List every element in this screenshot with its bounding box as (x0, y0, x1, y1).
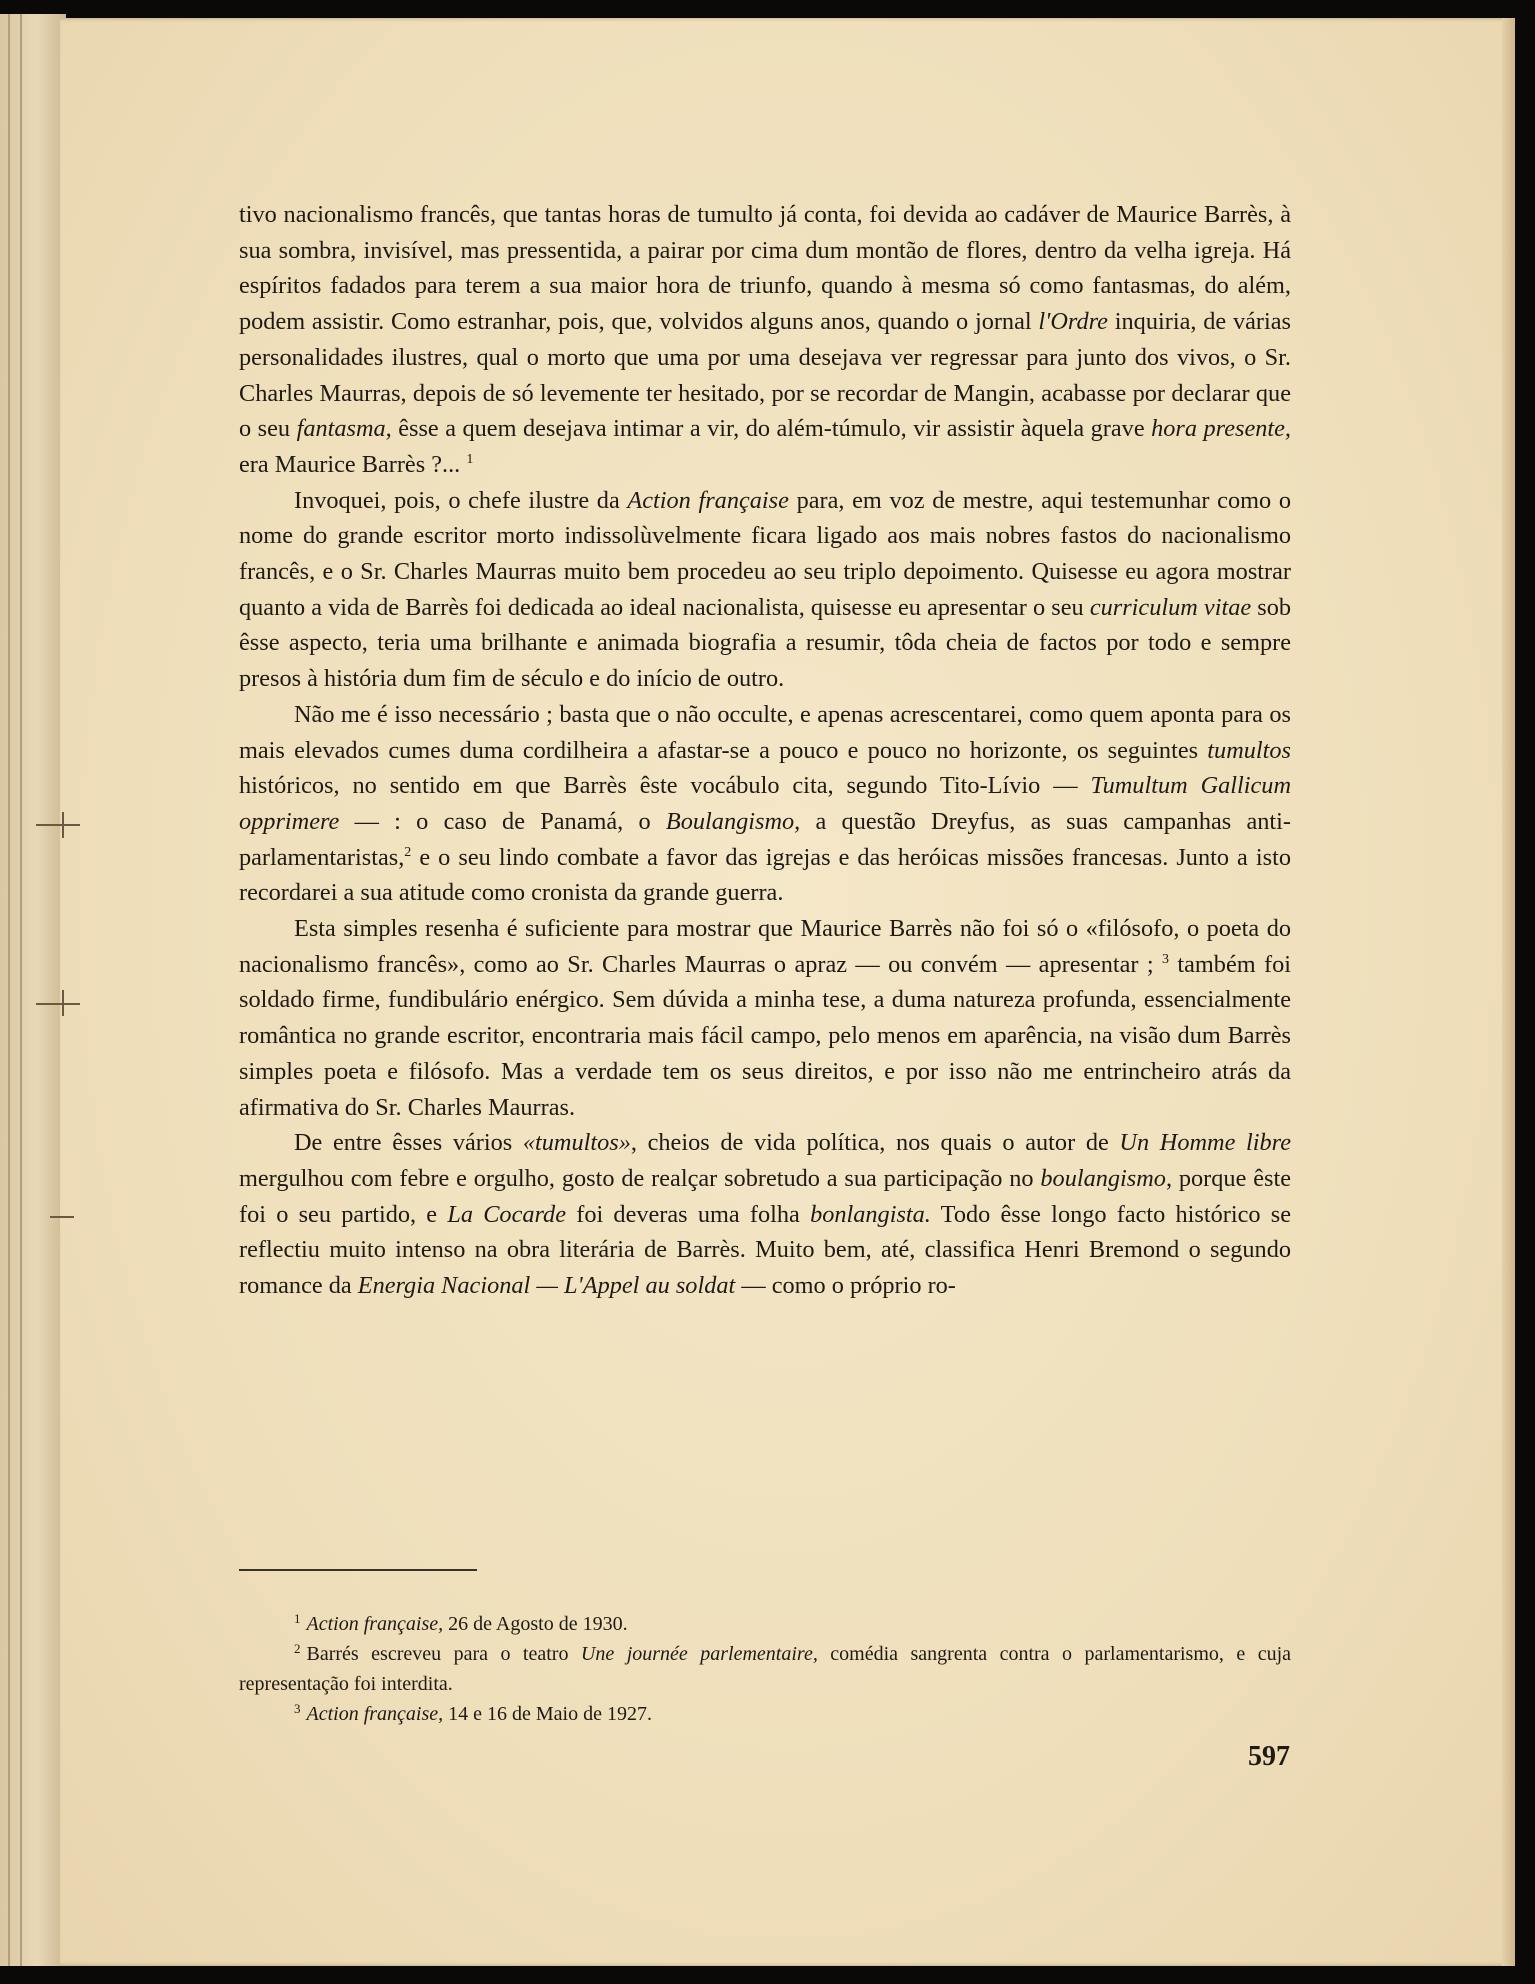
paragraph: Invoquei, pois, o chefe ilustre da Action française para, em voz de mestre, aqui testemunhar como o nome do grande escritor morto indissolùvelmente ficara ligado aos mais nobres fastos do nacionalismo francês, e o Sr. Charles Maurras muito bem procedeu ao seu triplo depoimento. Quisesse eu agora mostrar quanto a vida de Barrès foi dedicada ao ideal nacionalista, quisesse eu apresentar o seu curriculum vitae sob êsse aspecto, teria uma brilhante e animada biografia a resumir, tôda cheia de factos por todo e sempre presos à história dum fim de século e do início de outro. (239, 486, 1292, 693)
footnote: $^1$ Action française, 26 de Agosto de 1930. (294, 1611, 628, 1635)
page-fold-line (8, 14, 10, 1966)
footnote-ref[interactable]: 1 (466, 451, 474, 467)
page-fold-line (20, 14, 22, 1966)
page-right-edge (1502, 18, 1515, 1966)
left-page-edge (0, 14, 66, 1966)
footnote: $^3$ Action française, 14 e 16 de Maio de 1927. (294, 1701, 652, 1725)
footnote-ref[interactable]: 2 (404, 844, 412, 860)
footnotes (239, 1609, 1291, 1729)
paragraph: Esta simples resenha é suficiente para mostrar que Maurice Barrès não foi só o «filósofo, o poeta do nacionalismo francês», como ao Sr. Charles Maurras o apraz — ou convém — apresentar ; $^3$ também foi soldado firme, fundibulário enérgico. Sem dúvida a minha tese, a duma natureza profunda, essencialmente romântica no grande escritor, encontraria mais fácil campo, pelo menos em aparência, na visão dum Barrès simples poeta e filósofo. Mas a verdade tem os seus direitos, e por isso não me entrincheiro atrás da afirmativa do Sr. Charles Maurras. (239, 915, 1291, 1121)
margin-mark (62, 812, 64, 838)
paragraph: tivo nacionalismo francês, que tantas horas de tumulto já conta, foi devida ao cadáver de Maurice Barrès, à sua sombra, invisível, mas pressentida, a pairar por cima dum montão de flores, dentro da velha igreja. Há espíritos fadados para terem a sua maior hora de triunfo, quando à mesma só como fantasmas, do além, podem assistir. Como estranhar, pois, que, volvidos alguns anos, quando o jornal l'Ordre inquiria, de várias personalidades ilustres, qual o morto que uma por uma desejava ver regressar para junto dos vivos, o Sr. Charles Maurras, depois de só levemente ter hesitado, por se recordar de Mangin, acabasse por declarar que o seu fantasma, êsse a quem desejava intimar a vir, do além-túmulo, vir assistir àquela grave hora presente, era Maurice Barrès ?... $^1$ (239, 201, 1291, 478)
body-text (239, 197, 1291, 1304)
footnote: $^2$ Barrés escreveu para o teatro Une journée parlementaire, comédia sangrenta contra o parlamentarismo, e cuja representação foi interdita. (239, 1641, 1291, 1695)
page-number: 597 (1248, 1741, 1290, 1772)
footnote-divider (239, 1569, 477, 1571)
paragraph: Não me é isso necessário ; basta que o não occulte, e apenas acrescentarei, como quem aponta para os mais elevados cumes duma cordilheira a afastar-se a pouco e pouco no horizonte, os seguintes tumultos históricos, no sentido em que Barrès êste vocábulo cita, segundo Tito-Lívio — Tumultum Gallicum opprimere — : o caso de Panamá, o Boulangismo, a questão Dreyfus, as suas campanhas anti-parlamentaristas,$^2$ e o seu lindo combate a favor das igrejas e das heróicas missões francesas. Junto a isto recordarei a sua atitude como cronista da grande guerra. (239, 700, 1292, 907)
margin-mark (36, 824, 80, 826)
paragraph: De entre êsses vários «tumultos», cheios de vida política, nos quais o autor de Un Homme libre mergulhou com febre e orgulho, gosto de realçar sobretudo a sua participação no boulangismo, porque êste foi o seu partido, e La Cocarde foi deveras uma folha bonlangista. Todo êsse longo facto histórico se reflectiu muito intenso na obra literária de Barrès. Muito bem, até, classifica Henri Bremond o segundo romance da Energia Nacional — L'Appel au soldat — como o próprio ro- (239, 1129, 1292, 1300)
margin-mark (50, 1216, 74, 1218)
margin-mark (36, 1003, 80, 1005)
margin-mark (62, 990, 64, 1016)
footnote-ref[interactable]: 3 (1162, 951, 1169, 967)
